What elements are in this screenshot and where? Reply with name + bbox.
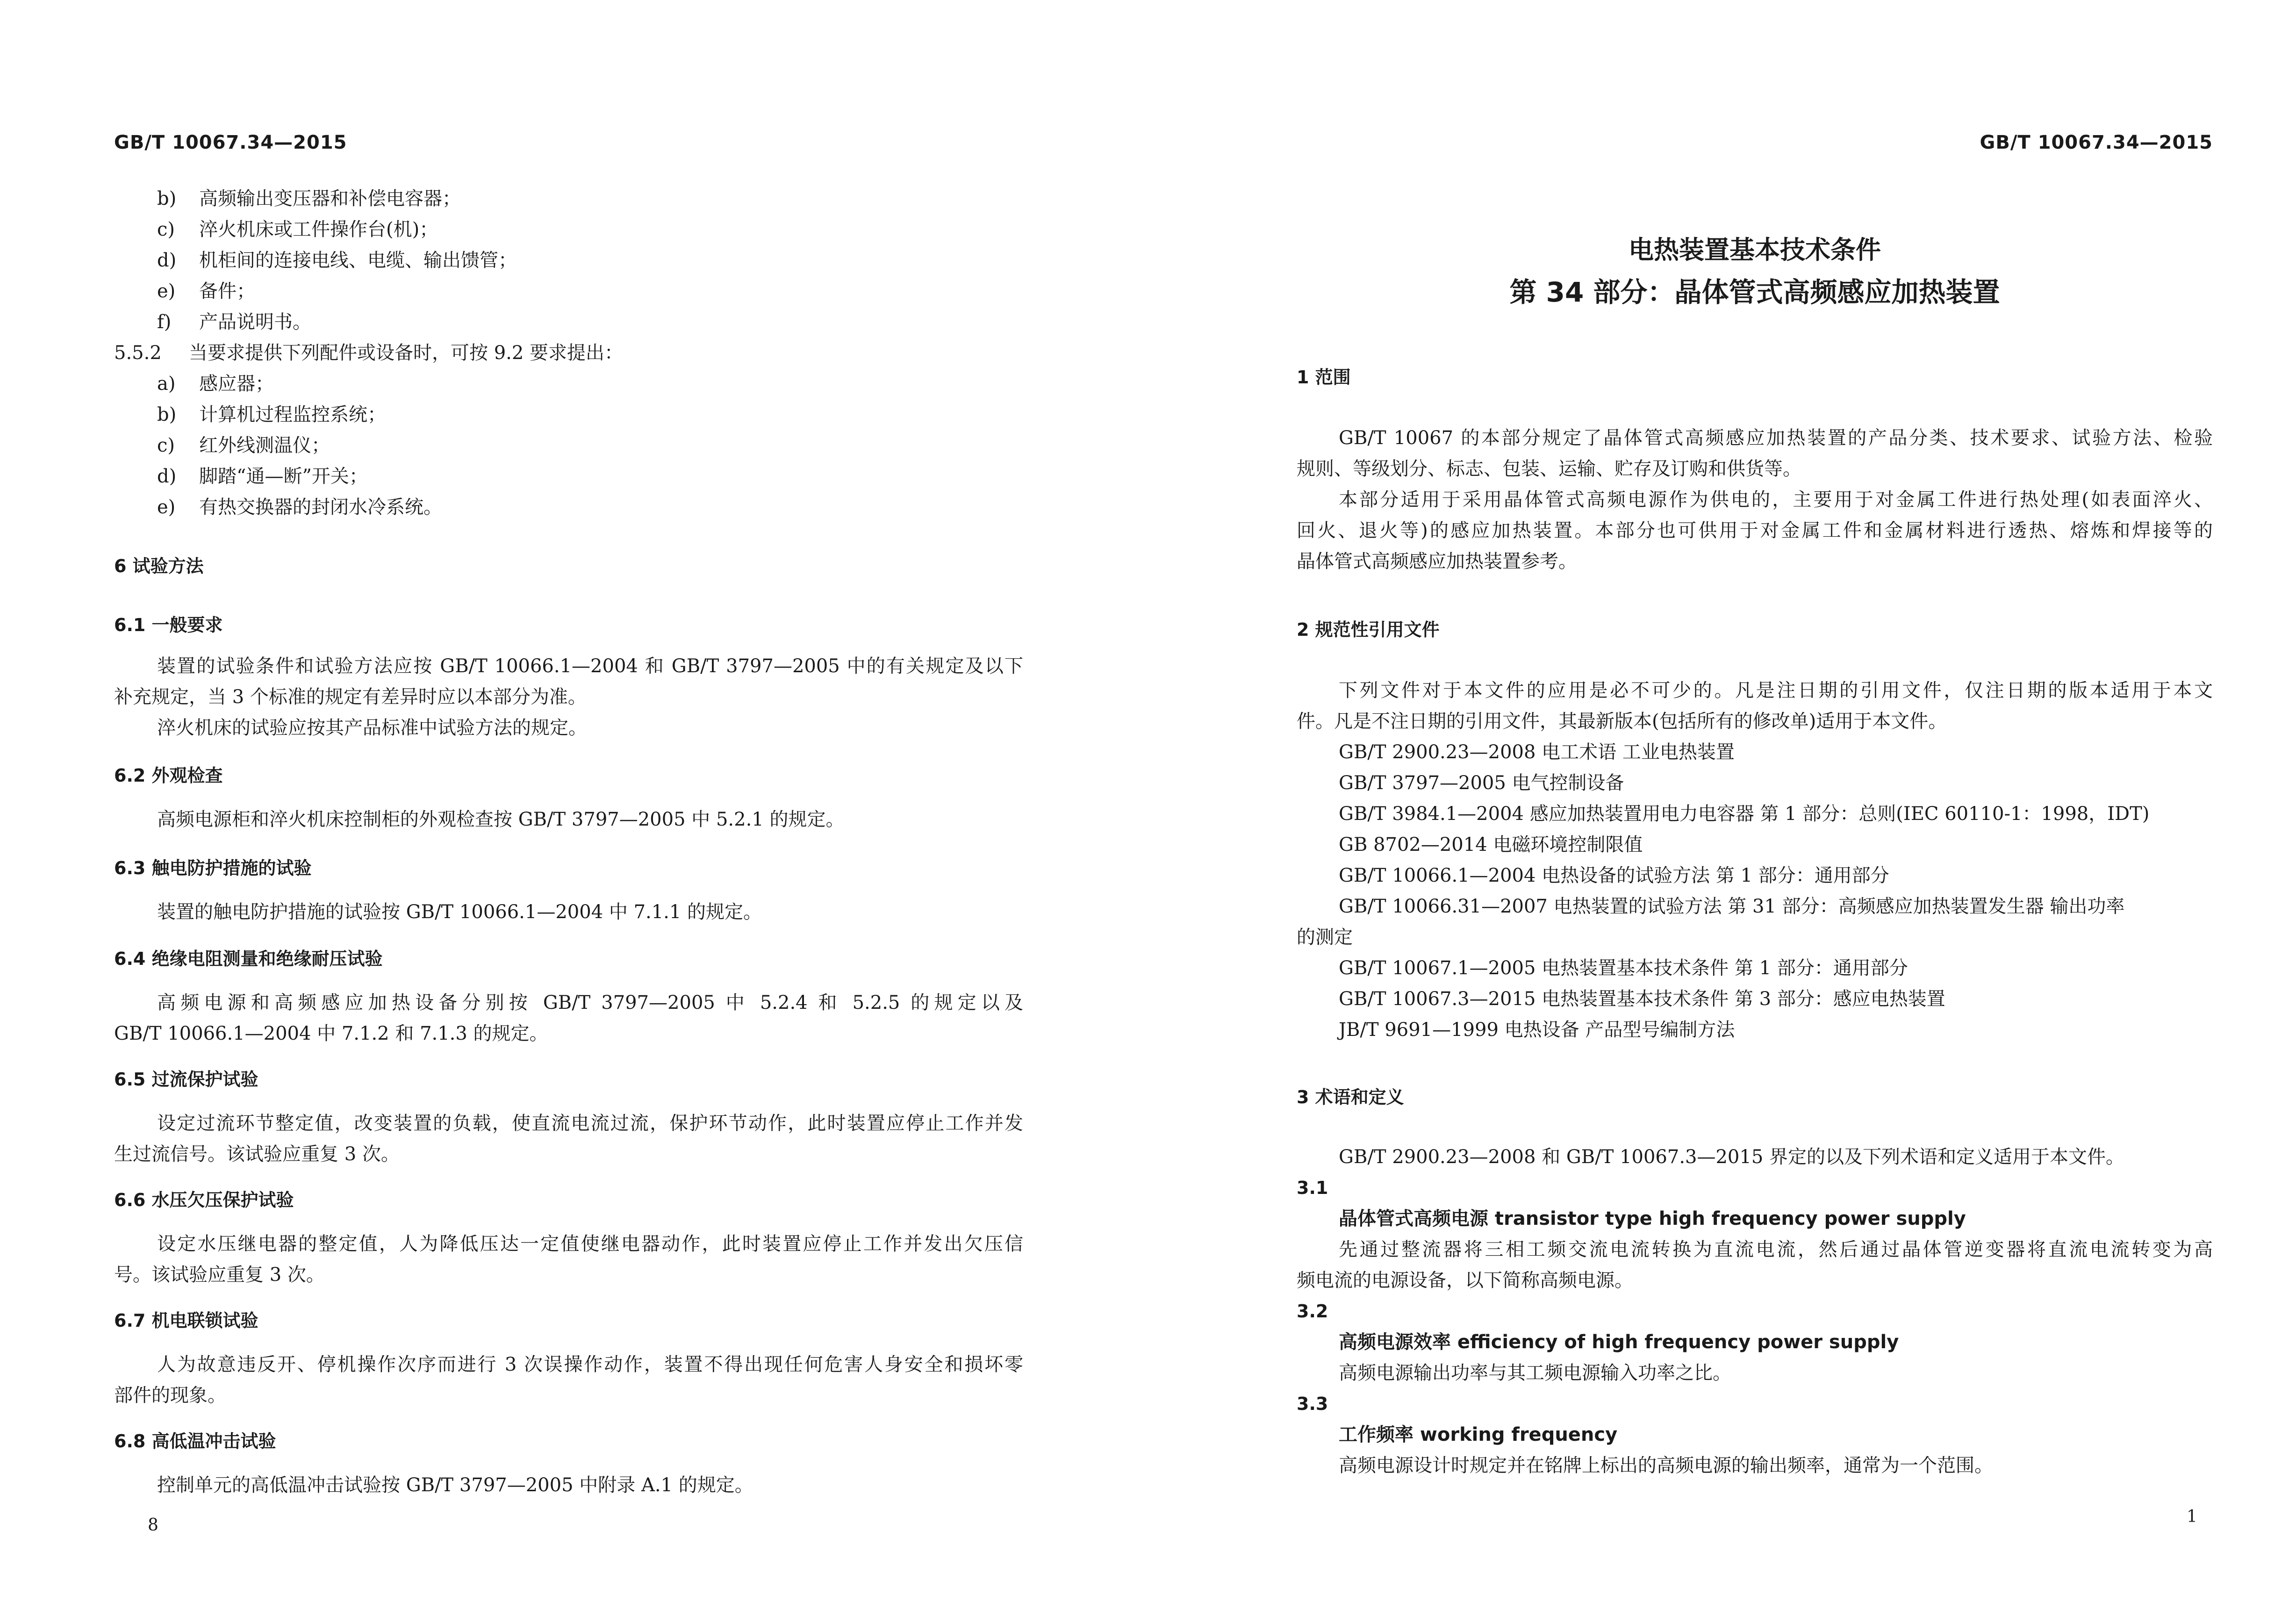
- paragraph: GB/T 2900.23—2008 和 GB/T 10067.3—2015 界定的以及下列术语和定义适用于本文件。: [1339, 1146, 2124, 1168]
- paragraph: 下列文件对于本文件的应用是必不可少的。凡是注日期的引用文件，仅注日期的版本适用于本文: [1339, 680, 2213, 701]
- paragraph: 补充规定，当 3 个标准的规定有差异时应以本部分为准。: [114, 686, 587, 708]
- section-heading-6-8: 6.8 高低温冲击试验: [114, 1431, 276, 1452]
- section-heading-6-7: 6.7 机电联锁试验: [114, 1310, 258, 1331]
- left-standard-code: GB/T 10067.34—2015: [114, 132, 347, 153]
- list-item: c) 红外线测温仪；: [157, 435, 330, 456]
- paragraph: 设定水压继电器的整定值，人为降低压达一定值使继电器动作，此时装置应停止工作并发出欠压信: [157, 1233, 1023, 1255]
- right-standard-code: GB/T 10067.34—2015: [1980, 132, 2213, 153]
- paragraph: 件。凡是不注日期的引用文件，其最新版本(包括所有的修改单)适用于本文件。: [1297, 711, 1947, 732]
- section-heading-3: 3 术语和定义: [1297, 1087, 1404, 1107]
- section-heading-6-1: 6.1 一般要求: [114, 615, 223, 635]
- paragraph: 号。该试验应重复 3 次。: [114, 1264, 325, 1286]
- term-definition: 高频电源输出功率与其工频电源输入功率之比。: [1339, 1362, 1731, 1384]
- paragraph: 晶体管式高频感应加热装置参考。: [1297, 551, 1577, 572]
- section-heading-1: 1 范围: [1297, 367, 1351, 388]
- clause-5-5-2: 5.5.2 当要求提供下列配件或设备时，可按 9.2 要求提出：: [114, 342, 624, 364]
- paragraph: GB/T 10066.1—2004 中 7.1.2 和 7.1.3 的规定。: [114, 1023, 548, 1044]
- paragraph: 高频电源和高频感应加热设备分别按 GB/T 3797—2005 中 5.2.4 和 5.2.5 的规定以及: [157, 992, 1023, 1013]
- section-heading-2: 2 规范性引用文件: [1297, 619, 1440, 640]
- document-title: 电热装置基本技术条件: [1629, 235, 1881, 265]
- paragraph: 规则、等级划分、标志、包装、运输、贮存及订购和供货等。: [1297, 458, 1801, 480]
- reference-item: GB/T 10066.1—2004 电热设备的试验方法 第 1 部分：通用部分: [1339, 865, 1889, 886]
- reference-item: GB 8702—2014 电磁环境控制限值: [1339, 834, 1643, 855]
- document-subtitle: 第 34 部分：晶体管式高频感应加热装置: [1509, 276, 2000, 308]
- reference-item: GB/T 3984.1—2004 感应加热装置用电力电容器 第 1 部分：总则(IEC 60110-1：1998，IDT): [1339, 803, 2150, 825]
- reference-item: GB/T 10067.1—2005 电热装置基本技术条件 第 1 部分：通用部分: [1339, 957, 1908, 979]
- paragraph: GB/T 10067 的本部分规定了晶体管式高频感应加热装置的产品分类、技术要求、试验方法、检验: [1339, 427, 2213, 449]
- list-item: c) 淬火机床或工件操作台(机)；: [157, 219, 438, 240]
- list-item: f) 产品说明书。: [157, 311, 311, 333]
- reference-item: GB/T 3797—2005 电气控制设备: [1339, 772, 1624, 794]
- term-number: 3.3: [1297, 1394, 1328, 1414]
- term-title: 高频电源效率 efficiency of high frequency power supply: [1339, 1331, 1899, 1353]
- paragraph: 人为故意违反开、停机操作次序而进行 3 次误操作动作，装置不得出现任何危害人身安全和损坏零: [157, 1354, 1023, 1375]
- paragraph: 生过流信号。该试验应重复 3 次。: [114, 1143, 400, 1165]
- term-definition: 高频电源设计时规定并在铭牌上标出的高频电源的输出频率，通常为一个范围。: [1339, 1455, 1993, 1476]
- paragraph: 高频电源柜和淬火机床控制柜的外观检查按 GB/T 3797—2005 中 5.2.1 的规定。: [157, 809, 845, 830]
- paragraph: 部件的现象。: [114, 1385, 226, 1406]
- right-page: [1148, 0, 2296, 1617]
- list-item: e) 备件；: [157, 280, 255, 302]
- paragraph: 装置的试验条件和试验方法应按 GB/T 10066.1—2004 和 GB/T 3797—2005 中的有关规定及以下: [157, 655, 1023, 677]
- term-title: 工作频率 working frequency: [1339, 1424, 1618, 1445]
- paragraph: 回火、退火等)的感应加热装置。本部分也可供用于对金属工件和金属材料进行透热、熔炼和焊接等的: [1297, 520, 2213, 541]
- term-definition: 频电流的电源设备，以下简称高频电源。: [1297, 1270, 1633, 1291]
- term-title: 晶体管式高频电源 transistor type high frequency power supply: [1339, 1208, 1966, 1229]
- paragraph: 控制单元的高低温冲击试验按 GB/T 3797—2005 中附录 A.1 的规定。: [157, 1474, 753, 1496]
- list-item: b) 高频输出变压器和补偿电容器；: [157, 188, 461, 209]
- term-number: 3.2: [1297, 1301, 1328, 1322]
- section-heading-6-4: 6.4 绝缘电阻测量和绝缘耐压试验: [114, 949, 383, 969]
- list-item: e) 有热交换器的封闭水冷系统。: [157, 496, 442, 518]
- reference-item: GB/T 10067.3—2015 电热装置基本技术条件 第 3 部分：感应电热装置: [1339, 988, 1945, 1010]
- list-item: b) 计算机过程监控系统；: [157, 404, 386, 425]
- section-heading-6-5: 6.5 过流保护试验: [114, 1069, 258, 1090]
- term-definition: 先通过整流器将三相工频交流电流转换为直流电流，然后通过晶体管逆变器将直流电流转变为高: [1339, 1239, 2213, 1260]
- section-heading-6-3: 6.3 触电防护措施的试验: [114, 858, 312, 878]
- list-item: d) 脚踏“通—断”开关；: [157, 466, 368, 487]
- reference-item: GB/T 2900.23—2008 电工术语 工业电热装置: [1339, 741, 1735, 763]
- page-number: 1: [2187, 1507, 2197, 1526]
- section-heading-6: 6 试验方法: [114, 556, 204, 576]
- section-heading-6-2: 6.2 外观检查: [114, 765, 223, 786]
- reference-item: GB/T 10066.31—2007 电热装置的试验方法 第 31 部分：高频感应加热装置发生器 输出功率: [1339, 896, 2125, 917]
- paragraph: 装置的触电防护措施的试验按 GB/T 10066.1—2004 中 7.1.1 的规定。: [157, 901, 762, 923]
- term-number: 3.1: [1297, 1178, 1328, 1198]
- paragraph: 设定过流环节整定值，改变装置的负载，使直流电流过流，保护环节动作，此时装置应停止工作并发: [157, 1113, 1023, 1134]
- list-item: a) 感应器；: [157, 373, 274, 395]
- paragraph: 淬火机床的试验应按其产品标准中试验方法的规定。: [157, 717, 587, 739]
- reference-item-continuation: 的测定: [1297, 927, 1353, 948]
- section-heading-6-6: 6.6 水压欠压保护试验: [114, 1190, 294, 1210]
- page-number: 8: [148, 1516, 158, 1535]
- reference-item: JB/T 9691—1999 电热设备 产品型号编制方法: [1339, 1019, 1735, 1041]
- paragraph: 本部分适用于采用晶体管式高频电源作为供电的，主要用于对金属工件进行热处理(如表面淬火、: [1339, 489, 2213, 510]
- list-item: d) 机柜间的连接电线、电缆、输出馈管；: [157, 250, 517, 271]
